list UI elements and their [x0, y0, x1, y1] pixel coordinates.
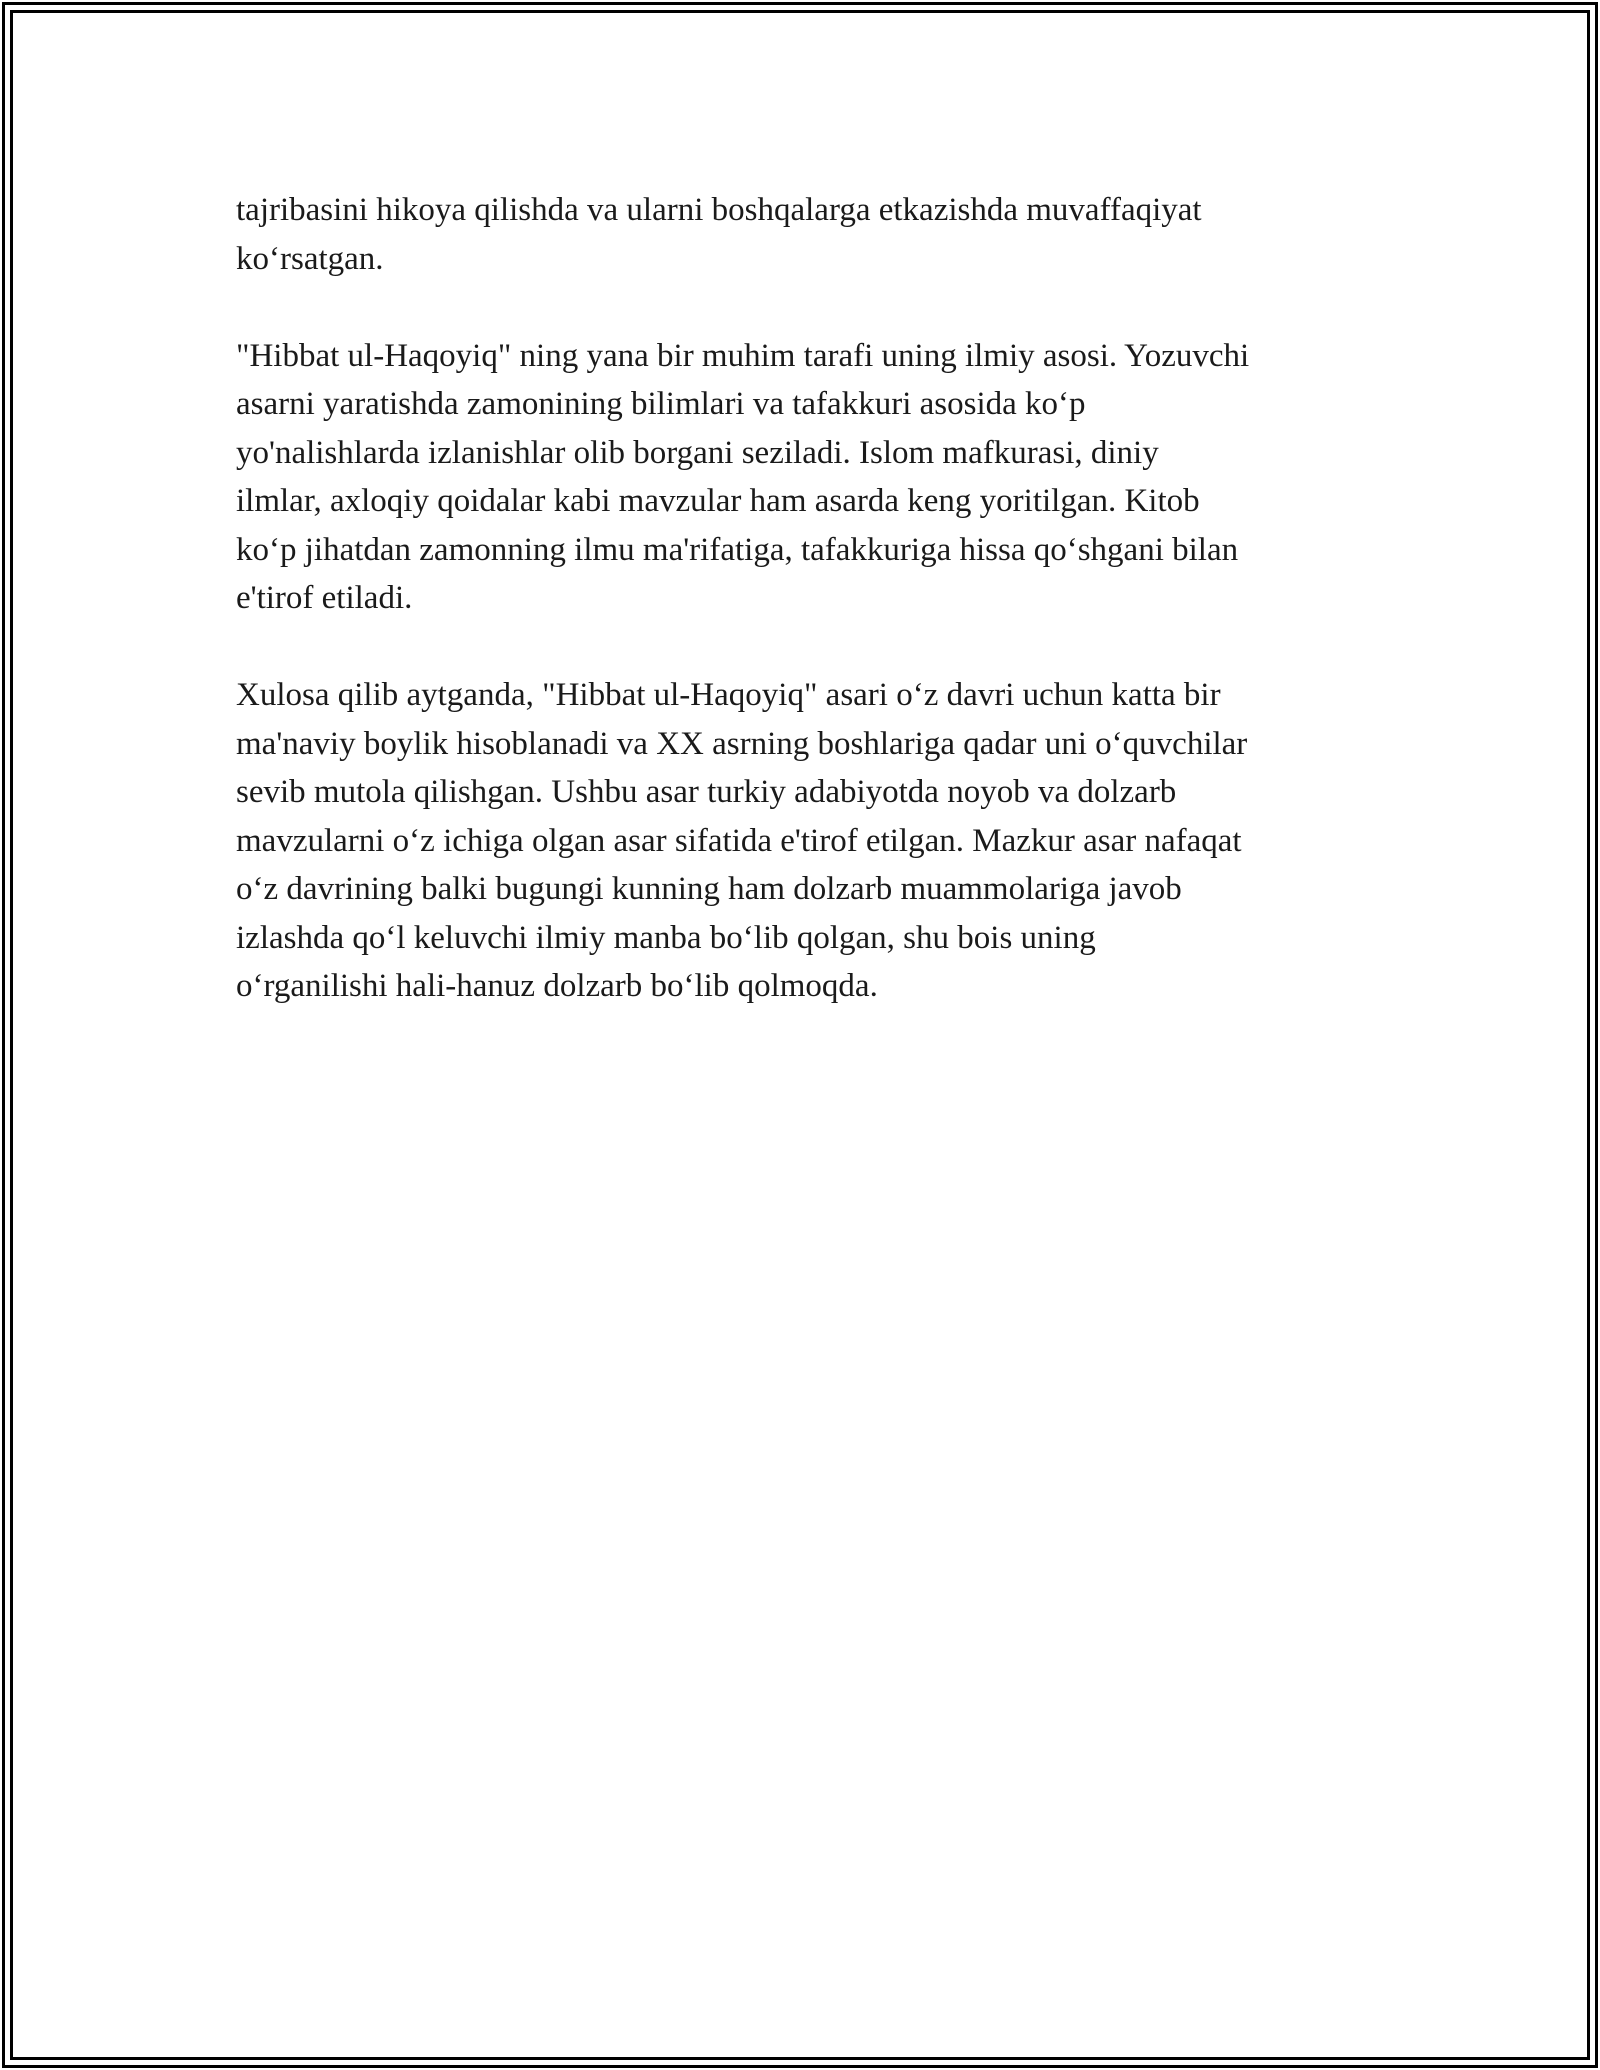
- paragraph-3: [236, 671, 1386, 1011]
- text-line: "Hibbat ul-Haqoyiq" ning yana bir muhim tarafi uning ilmiy asosi. Yozuvchi: [236, 337, 1250, 374]
- text-line: Xulosa qilib aytganda, "Hibbat ul-Haqoyiq" asari o‘z davri uchun katta bir: [236, 677, 1221, 713]
- text-line: ma'naviy boylik hisoblanadi va XX asrning boshlariga qadar uni o‘quvchilar: [236, 725, 1248, 762]
- text-line: ko‘p jihatdan zamonning ilmu ma'rifatiga, tafakkuriga hissa qo‘shgani bilan: [236, 531, 1239, 568]
- paragraph-1: [236, 186, 1386, 283]
- text-line: o‘z davrining balki bugungi kunning ham dolzarb muammolariga javob: [236, 871, 1182, 907]
- document-body: [236, 186, 1386, 1059]
- text-line: asarni yaratishda zamonining bilimlari va tafakkuri asosida ko‘p: [236, 386, 1086, 422]
- text-line: o‘rganilishi hali-hanuz dolzarb bo‘lib qolmoqda.: [236, 968, 878, 1004]
- text-line: ko‘rsatgan.: [236, 240, 384, 277]
- text-line: yo'nalishlarda izlanishlar olib borgani seziladi. Islom mafkurasi, diniy: [236, 434, 1159, 471]
- text-line: izlashda qo‘l keluvchi ilmiy manba bo‘lib qolgan, shu bois uning: [236, 919, 1096, 956]
- text-line: e'tirof etiladi.: [236, 580, 413, 616]
- text-line: mavzularni o‘z ichiga olgan asar sifatida e'tirof etilgan. Mazkur asar nafaqat: [236, 822, 1242, 859]
- text-line: sevib mutola qilishgan. Ushbu asar turkiy adabiyotda noyob va dolzarb: [236, 774, 1177, 810]
- text-line: tajribasini hikoya qilishda va ularni boshqalarga etkazishda muvaffaqiyat: [236, 192, 1202, 228]
- paragraph-2: [236, 332, 1386, 623]
- text-line: ilmlar, axloqiy qoidalar kabi mavzular ham asarda keng yoritilgan. Kitob: [236, 483, 1200, 519]
